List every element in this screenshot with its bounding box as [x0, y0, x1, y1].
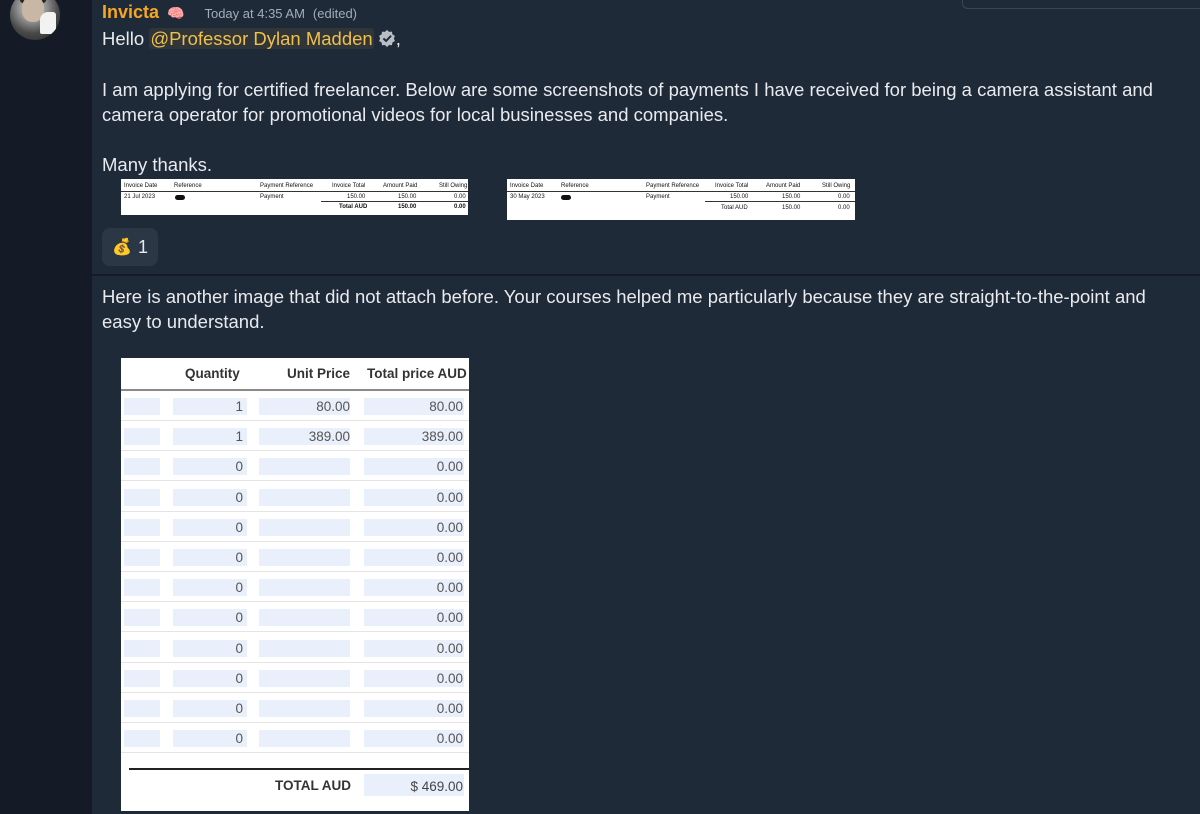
followup-line-2: easy to understand. [102, 311, 265, 332]
invoice-image-2[interactable] [507, 179, 855, 220]
message-header [102, 2, 357, 24]
row-total-price: 0.00 [436, 580, 463, 596]
table-row [121, 572, 469, 602]
inv1-h-total: Invoice Total [332, 183, 366, 189]
inv1-date: 21 Jul 2023 [124, 194, 156, 200]
row-total-price: 389.00 [421, 429, 463, 445]
top-overlay-edge [962, 0, 1200, 9]
inv2-total-owing: 0.00 [838, 205, 850, 211]
inv2-h-ref: Reference [561, 183, 589, 189]
inv1-h-owing: Still Owing [439, 183, 468, 189]
body-line-1: I am applying for certified freelancer. Below are some screenshots of payments I have received for being a camera assistant and [102, 79, 1153, 100]
row-total-price: 80.00 [429, 399, 463, 414]
row-total-price: 0.00 [436, 701, 463, 716]
verified-badge-icon [378, 29, 396, 47]
row-quantity: 0 [235, 580, 243, 596]
inv1-h-payref: Payment Reference [260, 183, 314, 189]
inv1-payref: Payment [260, 194, 284, 200]
row-total-price: 0.00 [436, 640, 463, 656]
inv2-date: 30 May 2023 [510, 194, 545, 200]
inv2-owing: 0.00 [838, 194, 850, 200]
greeting-prefix: Hello [102, 28, 150, 49]
inv2-total-paid: 150.00 [782, 205, 801, 211]
redacted-reference [561, 195, 571, 200]
invoice-image-1[interactable] [121, 179, 468, 215]
row-unit-price: 389.00 [308, 429, 350, 445]
reaction-count: 1 [137, 236, 148, 257]
inv1-total-paid: 150.00 [398, 204, 417, 210]
col-header-quantity: Quantity [185, 366, 240, 381]
redacted-reference [175, 195, 185, 200]
table-row [121, 693, 469, 723]
table-row [121, 723, 469, 753]
table-row [121, 602, 469, 632]
inv2-h-owing: Still Owing [822, 183, 851, 189]
inv2-h-paid: Amount Paid [766, 183, 801, 189]
row-quantity: 0 [235, 701, 243, 716]
col-header-unit-price: Unit Price [287, 366, 351, 381]
row-total-price: 0.00 [436, 550, 463, 565]
inv1-h-paid: Amount Paid [383, 183, 418, 189]
table-row [121, 542, 469, 572]
inv1-total: 150.00 [347, 194, 366, 200]
row-quantity: 1 [235, 399, 243, 414]
table-row [121, 633, 469, 663]
row-quantity: 0 [235, 610, 243, 626]
inv1-owing: 0.00 [454, 194, 466, 200]
inv2-h-total: Invoice Total [715, 183, 749, 189]
inv1-h-date: Invoice Date [124, 183, 158, 189]
row-quantity: 0 [235, 640, 243, 656]
username[interactable]: Invicta [102, 2, 160, 22]
row-unit-price: 80.00 [316, 399, 350, 414]
inv1-total-owing: 0.00 [454, 204, 466, 210]
price-table-image[interactable] [121, 358, 469, 811]
timestamp[interactable]: Today at 4:35 AM [204, 6, 305, 21]
table-row [121, 391, 469, 421]
inv2-paid: 150.00 [782, 194, 801, 200]
row-total-price: 0.00 [436, 670, 463, 686]
message-divider [92, 274, 1200, 276]
table-row [121, 451, 469, 481]
col-header-total-price: Total price AUD [367, 366, 467, 381]
greeting-suffix: , [395, 28, 401, 49]
row-quantity: 0 [235, 670, 243, 686]
table-row [121, 663, 469, 693]
row-total-price: 0.00 [436, 610, 463, 626]
table-row [121, 512, 469, 542]
inv2-total: 150.00 [730, 194, 749, 200]
left-gutter [0, 0, 92, 814]
user-mention[interactable]: @Professor Dylan Madden [150, 28, 373, 49]
total-value: $ 469.00 [410, 779, 463, 794]
inv2-h-payref: Payment Reference [646, 183, 700, 189]
body-line-2: camera operator for promotional videos for local businesses and companies. [102, 104, 729, 125]
inv1-paid: 150.00 [398, 194, 417, 200]
inv2-h-date: Invoice Date [510, 183, 544, 189]
edited-label: (edited) [312, 6, 357, 21]
brain-icon: 🧠 [167, 5, 185, 21]
row-quantity: 1 [235, 429, 243, 445]
signoff: Many thanks. [102, 154, 213, 175]
reaction-moneybag[interactable] [102, 228, 158, 266]
row-quantity: 0 [235, 731, 243, 747]
inv2-payref: Payment [646, 194, 670, 200]
total-label: TOTAL AUD [275, 778, 351, 793]
money-bag-icon: 💰 [112, 239, 132, 256]
followup-line-1: Here is another image that did not attach before. Your courses helped me particularly because they are straight-to-the-point and [102, 286, 1146, 307]
row-total-price: 0.00 [436, 489, 463, 505]
inv1-total-label: Total AUD [339, 204, 368, 210]
row-total-price: 0.00 [436, 519, 463, 535]
table-row [121, 421, 469, 451]
row-quantity: 0 [235, 459, 243, 475]
row-quantity: 0 [235, 489, 243, 505]
row-total-price: 0.00 [436, 459, 463, 475]
greeting-line [102, 28, 401, 50]
inv1-h-ref: Reference [174, 183, 202, 189]
total-rule [129, 768, 469, 770]
row-quantity: 0 [235, 519, 243, 535]
inv2-total-label: Total AUD [721, 205, 748, 211]
row-quantity: 0 [235, 550, 243, 565]
row-total-price: 0.00 [436, 731, 463, 747]
table-row [121, 482, 469, 512]
